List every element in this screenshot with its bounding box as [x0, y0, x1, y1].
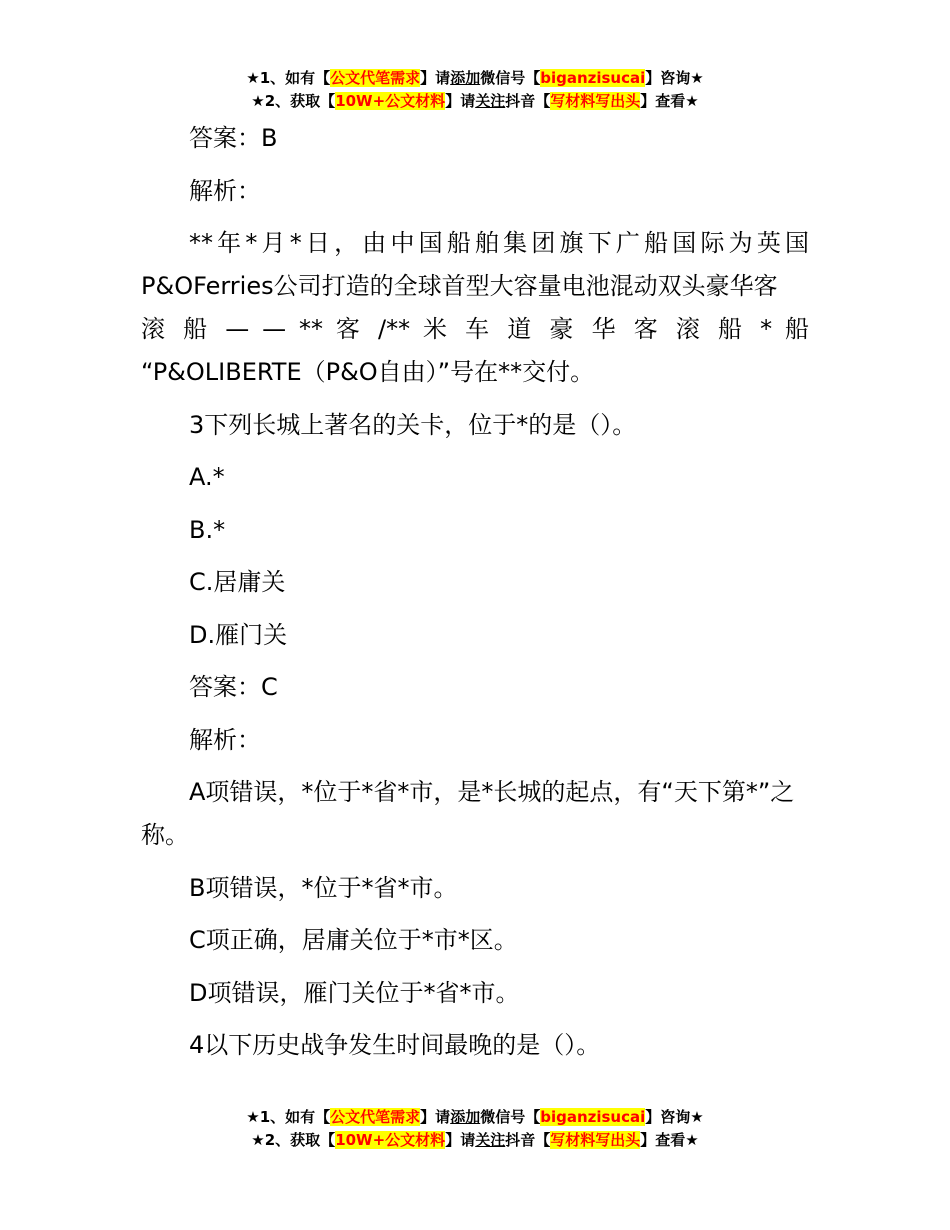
question-3-explanation-a: A项错误，*位于*省*市，是*长城的起点，有“天下第*”之称。 — [141, 778, 795, 849]
banner-line-1 — [0, 1106, 950, 1129]
highlight-materials: 10W+公文材料 — [335, 1131, 446, 1149]
banner-text: 抖音【 — [505, 92, 551, 110]
banner-text: 抖音【 — [505, 1131, 551, 1149]
banner-text: 微信号【 — [480, 69, 541, 87]
banner-text: 】查看★ — [640, 92, 699, 110]
highlight-ghostwriting: 公文代笔需求 — [330, 1108, 421, 1126]
analysis-paragraph — [141, 222, 809, 394]
highlight-materials: 10W+公文材料 — [335, 92, 446, 110]
banner-underlined-text: 添加 — [450, 69, 481, 87]
question-3-answer: 答案：C — [189, 673, 278, 701]
highlight-ghostwriting: 公文代笔需求 — [330, 69, 421, 87]
banner-text: 】咨询★ — [645, 69, 704, 87]
banner-text: 微信号【 — [480, 1108, 541, 1126]
analysis-line-2: 滚 船 — — ** 客 /** 米 车 道 豪 华 客 滚 船 * 船 — [141, 315, 809, 343]
banner-line-1 — [0, 67, 950, 90]
question-3-option-c: C.居庸关 — [189, 568, 286, 596]
banner-text: 】请 — [420, 69, 451, 87]
analysis-line-3: “P&OLIBERTE（P&O自由）”号在**交付。 — [141, 358, 595, 386]
banner-text: 】请 — [445, 1131, 476, 1149]
banner-underlined-text: 添加 — [450, 1108, 481, 1126]
highlight-wechat-id: biganzisucai — [540, 1108, 646, 1126]
banner-text: 】咨询★ — [645, 1108, 704, 1126]
banner-line-2 — [0, 90, 950, 113]
header-banner — [0, 67, 950, 113]
highlight-douyin-account: 写材料写出头 — [550, 1131, 641, 1149]
banner-text: ★1、如有【 — [246, 69, 331, 87]
question-3: 3下列长城上著名的关卡，位于*的是（）。 — [189, 410, 637, 439]
banner-line-2 — [0, 1129, 950, 1152]
analysis-label: 解析： — [189, 176, 261, 205]
question-4: 4以下历史战争发生时间最晚的是（）。 — [189, 1031, 601, 1059]
banner-text: ★1、如有【 — [246, 1108, 331, 1126]
analysis-line-1: **年*月*日，由中国船舶集团旗下广船国际为英国P&OFerries公司打造的全球首型大容量电池混动双头豪华客 — [141, 229, 809, 300]
question-3-option-b: B.* — [189, 515, 226, 544]
banner-text: ★2、获取【 — [251, 92, 336, 110]
banner-text: ★2、获取【 — [251, 1131, 336, 1149]
question-3-explanation-b: B项错误，*位于*省*市。 — [189, 873, 458, 902]
question-3-option-a: A.* — [189, 463, 225, 491]
answer-line: 答案：B — [189, 124, 278, 152]
question-3-option-d: D.雁门关 — [189, 620, 288, 649]
banner-text: 】请 — [445, 92, 476, 110]
question-3-explanation-c: C项正确，居庸关位于*市*区。 — [189, 926, 518, 954]
document-body — [141, 117, 809, 1077]
banner-text: 】查看★ — [640, 1131, 699, 1149]
footer-banner — [0, 1106, 950, 1152]
banner-underlined-text: 关注 — [475, 92, 506, 110]
highlight-wechat-id: biganzisucai — [540, 69, 646, 87]
question-3-explanation-d: D项错误，雁门关位于*省*市。 — [189, 978, 520, 1007]
banner-text: 】请 — [420, 1108, 451, 1126]
highlight-douyin-account: 写材料写出头 — [550, 92, 641, 110]
question-3-analysis-label: 解析： — [189, 725, 261, 754]
banner-underlined-text: 关注 — [475, 1131, 506, 1149]
